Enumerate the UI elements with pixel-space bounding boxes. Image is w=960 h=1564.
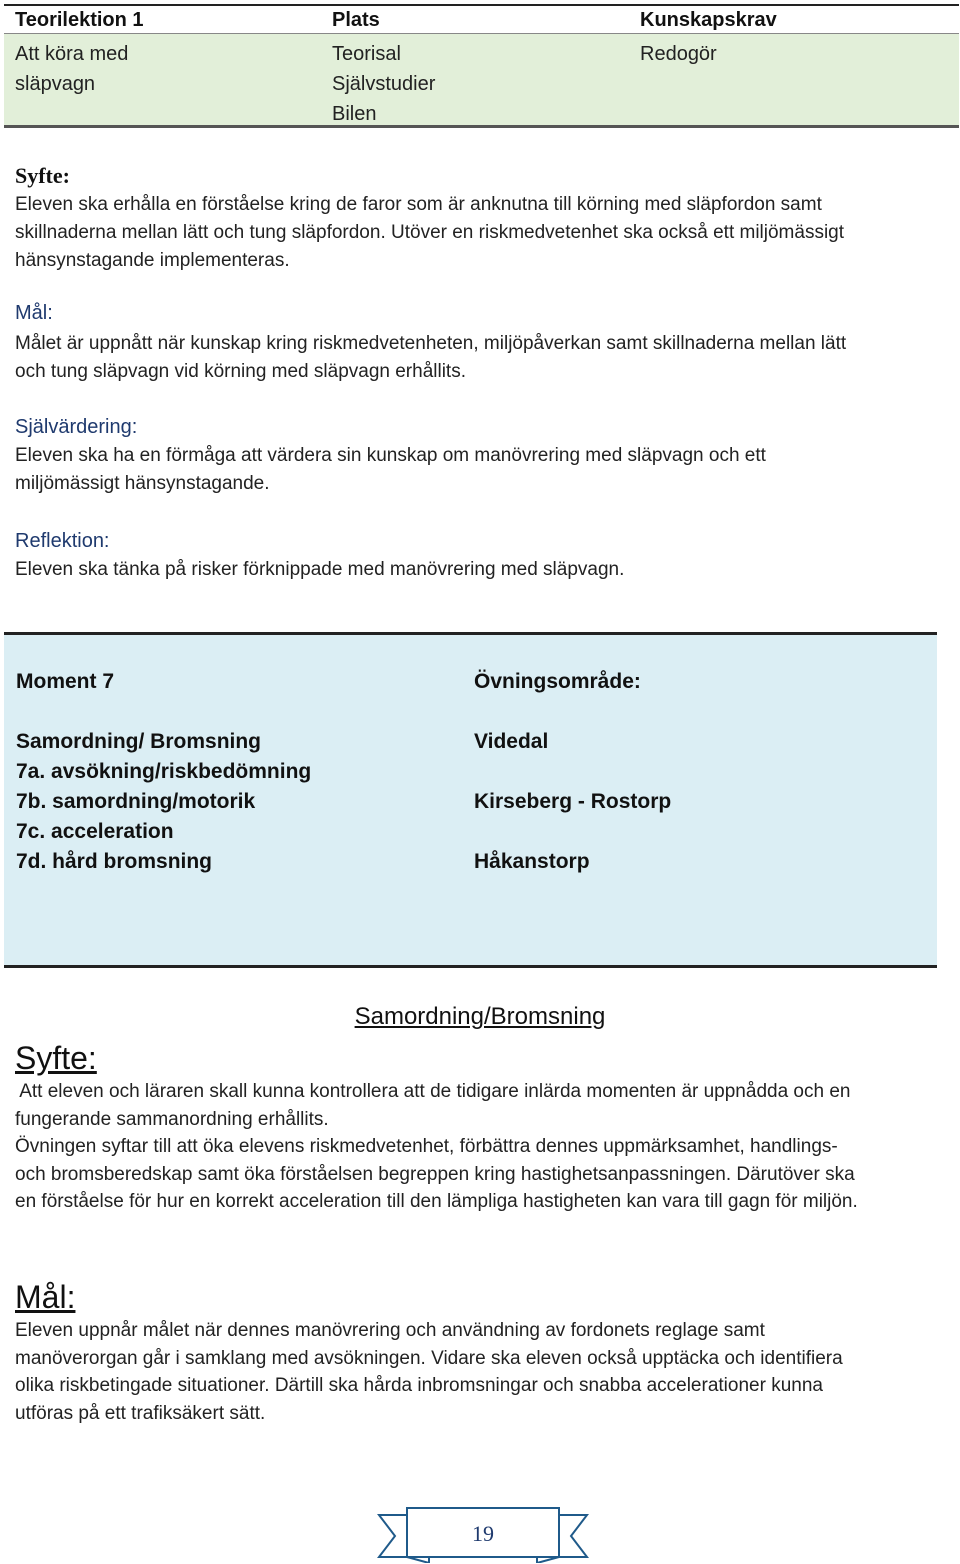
syfte-text <box>15 191 945 275</box>
text-line: Eleven ska tänka på risker förknippade med manövrering med släpvagn. <box>15 559 625 580</box>
place-line: Bilen <box>332 103 377 125</box>
sjalvardering-heading: Självärdering: <box>15 416 138 438</box>
header-row <box>4 4 959 34</box>
text-line: Målet är uppnått när kunskap kring riskmedvetenheten, miljöpåverkan samt skillnaderna mellan lätt <box>15 333 847 354</box>
moment-item: 7a. avsökning/riskbedömning <box>16 760 312 783</box>
text-line: och bromsberedskap samt öka förståelsen begreppen kring hastighetsanpassningen. Därutöver ska <box>15 1163 855 1185</box>
place-line: Teorisal <box>332 43 401 65</box>
text-line: fungerande sammanordning erhållits. <box>15 1108 329 1130</box>
practice-area: Håkanstorp <box>474 850 590 873</box>
text-line: manöverorgan går i samklang med avsökningen. Vidare ska eleven också upptäcka och identifiera <box>15 1347 843 1369</box>
requirement-line: Redogör <box>640 43 717 65</box>
mal-text <box>15 330 945 386</box>
topic-line: Att köra med <box>15 43 129 65</box>
moment-title: Moment 7 <box>16 670 115 693</box>
lesson-header-table <box>4 4 959 128</box>
mal2-heading: Mål: <box>15 1279 76 1315</box>
text-line: skillnaderna mellan lätt och tung släpfordon. Utöver en riskmedvetenhet ska också ett miljömässigt <box>15 222 845 243</box>
place-line: Självstudier <box>332 73 436 95</box>
text-line: Att eleven och läraren skall kunna kontrollera att de tidigare inlärda momenten är uppnådda och en <box>15 1081 851 1102</box>
text-line: och tung släpvagn vid körning med släpvagn erhållits. <box>15 361 466 382</box>
practice-area: Videdal <box>474 730 549 753</box>
text-line: miljömässigt hänsynstagande. <box>15 473 270 494</box>
reflektion-text <box>15 556 945 584</box>
sjalvardering-text <box>15 442 945 498</box>
moment-item: Samordning/ Bromsning <box>16 730 262 753</box>
header-requirement: Kunskapskrav <box>640 9 777 31</box>
moment-list <box>16 667 311 877</box>
lesson-places <box>332 39 435 129</box>
practice-area: Kirseberg - Rostorp <box>474 790 672 813</box>
moment-item: 7b. samordning/motorik <box>16 790 256 813</box>
header-content-row <box>4 34 959 128</box>
syfte-heading: Syfte: <box>15 163 70 188</box>
lesson-requirements <box>640 39 717 69</box>
page-number: 19 <box>472 1521 494 1546</box>
header-lesson: Teorilektion 1 <box>15 9 144 31</box>
topic-line: släpvagn <box>15 73 96 95</box>
moment-item: 7d. hård bromsning <box>16 850 213 873</box>
moment-item: 7c. acceleration <box>16 820 174 843</box>
sjalvardering-section <box>15 416 945 498</box>
text-line: olika riskbetingade situationer. Därtill ska hårda inbromsningar och snabba accelerationer kunna <box>15 1375 823 1396</box>
reflektion-section <box>15 530 945 584</box>
syfte2-section <box>15 1040 945 1216</box>
text-line: Övningen syftar till att öka elevens riskmedvetenhet, förbättra dennes uppmärksamhet, handlings- <box>15 1136 838 1157</box>
syfte-section <box>15 163 945 275</box>
practice-area-title: Övningsområde: <box>474 670 641 693</box>
reflektion-heading: Reflektion: <box>15 530 110 552</box>
text-line: Eleven ska ha en förmåga att värdera sin kunskap om manövrering med släpvagn och ett <box>15 445 766 466</box>
mal-heading: Mål: <box>15 302 53 324</box>
text-line: Eleven uppnår målet när dennes manövrering och användning av fordonets reglage samt <box>15 1320 765 1341</box>
text-line: en förståelse för hur en korrekt acceleration till den lämpliga hastigheten kan vara till gagn för miljön. <box>15 1191 858 1212</box>
syfte2-heading: Syfte: <box>15 1040 97 1076</box>
header-place: Plats <box>332 9 380 31</box>
moment-box <box>4 632 937 968</box>
mal-section <box>15 302 945 386</box>
text-line: Eleven ska erhålla en förståelse kring de faror som är anknutna till körning med släpfordon samt <box>15 194 822 215</box>
page-number-badge <box>377 1505 589 1563</box>
mal2-section <box>15 1279 945 1427</box>
lesson-topic <box>15 39 128 99</box>
text-line: utföras på ett trafiksäkert sätt. <box>15 1402 266 1424</box>
section-title: Samordning/Bromsning <box>354 1003 606 1030</box>
text-line: hänsynstagande implementeras. <box>15 250 290 271</box>
syfte2-text <box>15 1078 945 1216</box>
mal2-text <box>15 1317 945 1427</box>
practice-areas <box>474 667 671 877</box>
